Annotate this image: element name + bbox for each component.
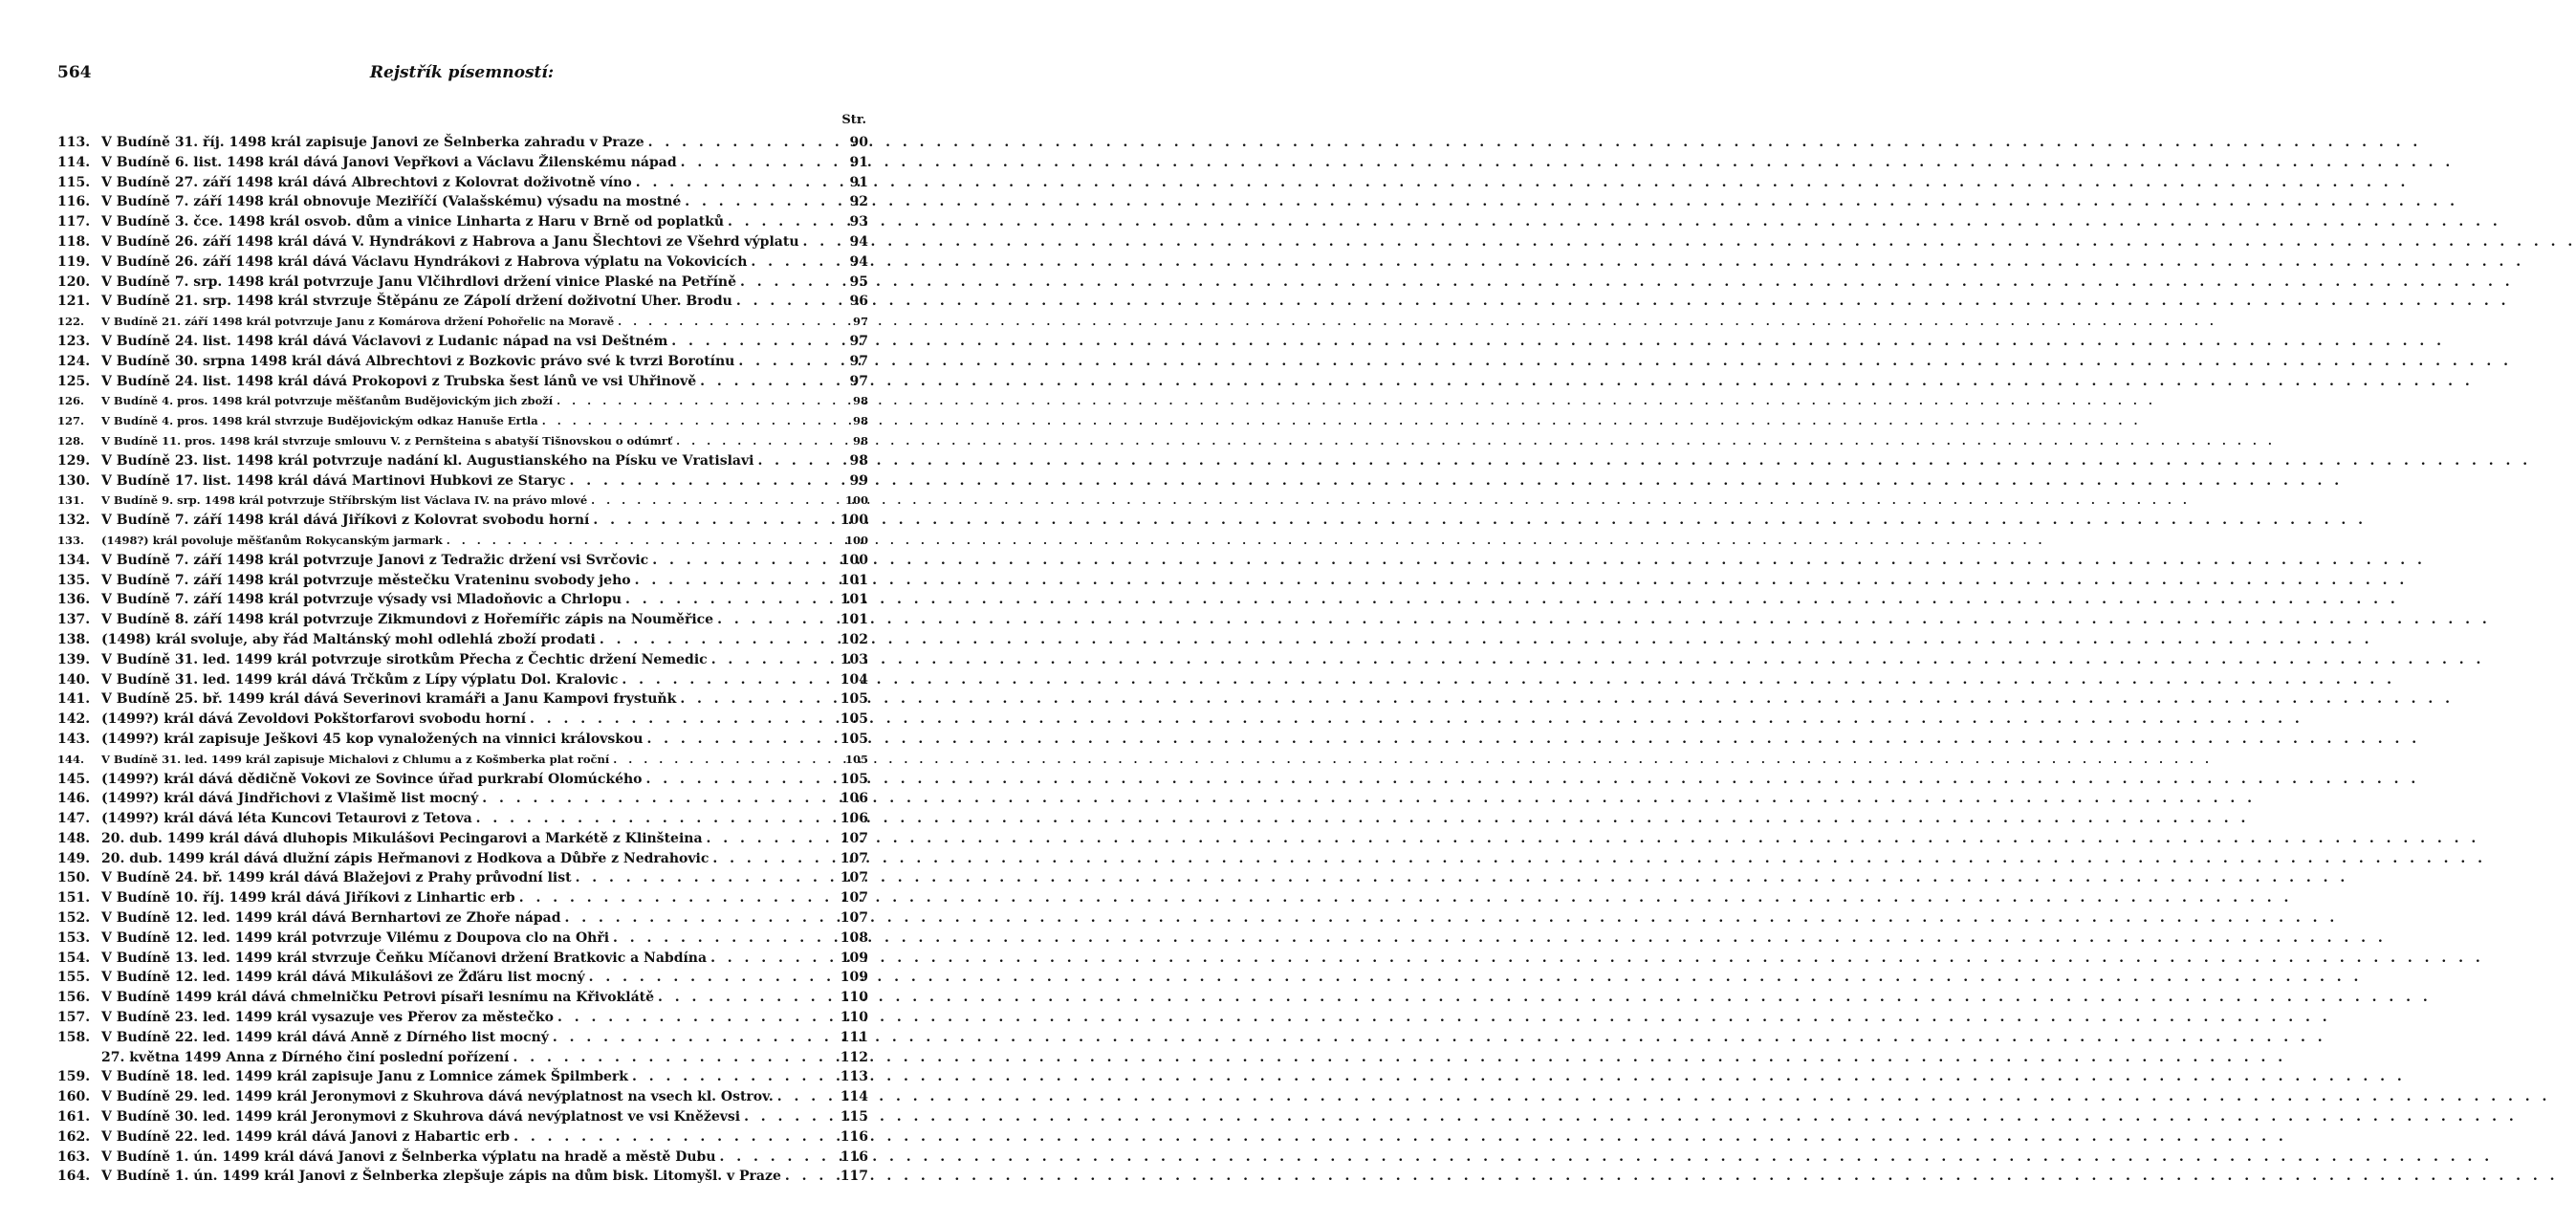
entry-page: 109 — [840, 970, 868, 986]
entry-text: V Budíně 12. led. 1499 král dává Bernhartovi ze Zhoře nápad — [101, 910, 561, 927]
entry-number: 148. — [57, 830, 91, 846]
entry-text: V Budíně 30. srpna 1498 král dává Albrechtovi z Bozkovic právo své k tvrzi Borotínu — [101, 353, 735, 369]
entry-text: V Budíně 24. list. 1498 král dává Prokopovi z Trubska šest lánů ve vsi Uhřinově — [101, 373, 697, 389]
entry-number: 161. — [57, 1109, 91, 1126]
entry-text: V Budíně 12. led. 1499 král potvrzuje Vilému z Doupova clo na Ohři — [101, 929, 610, 946]
dot-leader — [677, 153, 840, 173]
entry-text: V Budíně 7. září 1498 král potvrzuje Janovi z Tedražic držení vsi Svrčovic — [101, 552, 649, 568]
register-entry — [57, 232, 868, 252]
entry-number: 122. — [57, 315, 85, 329]
entry-number: 162. — [57, 1128, 91, 1145]
entry-number: 126. — [57, 394, 85, 408]
entry-text: V Budíně 9. srp. 1498 král potvrzuje Stříbrským list Václava IV. na právo mlové — [101, 493, 588, 508]
entry-text: V Budíně 29. led. 1499 král Jeronymovi z Skuhrova dává nevýplatnost na vsech kl. Ostrov. — [101, 1089, 774, 1105]
dot-leader — [667, 332, 840, 352]
entry-number: 164. — [57, 1169, 91, 1185]
entry-text: V Budíně 10. říj. 1499 král dává Jiříkovi z Linhartic erb — [101, 890, 515, 907]
entry-page: 98 — [852, 414, 868, 428]
dot-leader — [753, 451, 840, 471]
entry-page: 112 — [840, 1049, 868, 1065]
entry-number: 118. — [57, 233, 91, 250]
entry-number: 163. — [57, 1148, 91, 1165]
register-entry — [57, 868, 868, 888]
register-entry — [57, 1107, 868, 1127]
entry-number: 156. — [57, 990, 91, 1006]
dot-leader — [696, 372, 840, 392]
entry-number: 154. — [57, 950, 91, 966]
register-entry — [57, 689, 868, 710]
register-entry — [57, 829, 868, 849]
dot-leader — [596, 630, 837, 650]
entry-page: 109 — [840, 950, 868, 966]
register-entry — [57, 252, 868, 273]
dot-leader — [631, 571, 837, 591]
entry-page: 100 — [840, 552, 868, 568]
entry-page: 101 — [840, 572, 868, 588]
dot-leader — [708, 650, 837, 670]
entry-page: 110 — [840, 990, 868, 1006]
dot-leader — [632, 173, 840, 193]
dot-leader — [609, 929, 837, 949]
entry-page: 96 — [849, 294, 868, 310]
dot-leader — [510, 1048, 837, 1068]
dot-leader — [672, 431, 840, 451]
entry-page: 102 — [840, 631, 868, 647]
entry-page: 104 — [840, 671, 868, 688]
dot-leader — [587, 491, 840, 511]
entry-number: 125. — [57, 373, 91, 389]
register-entry — [57, 212, 868, 232]
entry-number: 127. — [57, 414, 85, 428]
entry-number: 155. — [57, 970, 91, 986]
register-entry — [57, 1028, 868, 1048]
entry-page: 99 — [849, 472, 868, 489]
dot-leader — [643, 730, 836, 750]
dot-leader — [622, 590, 837, 610]
entry-page: 97 — [849, 373, 868, 389]
register-entry — [57, 312, 868, 332]
register-entry — [57, 988, 868, 1008]
entry-page: 106 — [840, 791, 868, 807]
entry-page: 98 — [852, 394, 868, 408]
entry-number: 157. — [57, 1010, 91, 1026]
entry-number: 135. — [57, 572, 91, 588]
register-entry — [57, 929, 868, 949]
entry-number: 147. — [57, 811, 91, 827]
entry-text: (1499?) král dává Jindřichovi z Vlašimě list mocný — [101, 791, 479, 807]
entry-number: 160. — [57, 1089, 91, 1105]
entry-number: 143. — [57, 731, 91, 747]
entry-page: 108 — [840, 929, 868, 946]
page-header — [57, 63, 866, 88]
entry-page: 91 — [849, 154, 868, 170]
entry-text: V Budíně 26. září 1498 král dává V. Hyndrákovi z Habrova a Janu Šlechtovi ze Všehrd výplatu — [101, 233, 799, 250]
register-entry — [57, 292, 868, 312]
register-entry — [57, 431, 868, 451]
entry-page: 107 — [840, 910, 868, 927]
dot-leader — [716, 1148, 837, 1168]
entry-number: 150. — [57, 870, 91, 886]
entry-number: 128. — [57, 433, 85, 448]
entry-number: 120. — [57, 273, 91, 290]
entry-number: 116. — [57, 194, 91, 210]
register-entry — [57, 650, 868, 670]
entry-page: 97 — [849, 333, 868, 349]
entry-page: 116 — [840, 1148, 868, 1165]
entry-page: 110 — [840, 1010, 868, 1026]
dot-leader — [553, 391, 840, 411]
entry-number: 158. — [57, 1029, 91, 1045]
register-entry — [57, 1148, 868, 1168]
dot-leader — [709, 849, 836, 869]
dot-leader — [747, 252, 840, 273]
entry-number: 140. — [57, 671, 91, 688]
entry-text: V Budíně 23. led. 1499 král vysazuje ves Přerov za městečko — [101, 1010, 554, 1026]
register-entry — [57, 411, 868, 431]
entry-number: 146. — [57, 791, 91, 807]
entry-page: 101 — [840, 592, 868, 608]
entry-text: V Budíně 23. list. 1498 král potvrzuje nadání kl. Augustianského na Písku ve Vratislavi — [101, 452, 754, 469]
register-entry — [57, 491, 868, 511]
register-entry — [57, 809, 868, 829]
entry-text: V Budíně 1. ún. 1499 král dává Janovi z Šelnberka výplatu na hradě a městě Dubu — [101, 1148, 716, 1165]
entry-number: 144. — [57, 752, 85, 766]
entry-text: V Budíně 27. září 1498 král dává Albrechtovi z Kolovrat doživotně víno — [101, 174, 632, 190]
entry-number: 114. — [57, 154, 91, 170]
entry-number: 149. — [57, 850, 91, 866]
register-entry — [57, 630, 868, 650]
register-entry — [57, 571, 868, 591]
register-entry — [57, 471, 868, 492]
entry-page: 90 — [849, 135, 868, 150]
entry-page: 101 — [840, 612, 868, 628]
register-entry — [57, 372, 868, 392]
register-entry — [57, 610, 868, 630]
entry-text: V Budíně 7. září 1498 král dává Jiříkovi z Kolovrat svobodu horní — [101, 513, 590, 529]
entry-number: 141. — [57, 691, 91, 708]
entry-text: (1499?) král dává dědičně Vokovi ze Sovince úřad purkrabí Olomúckého — [101, 771, 643, 787]
entry-text: (1499?) král zapisuje Ješkovi 45 kop vynaložených na vinnici královskou — [101, 731, 644, 747]
dot-leader — [443, 531, 840, 551]
entry-text: V Budíně 17. list. 1498 král dává Martinovi Hubkovi ze Staryc — [101, 472, 566, 489]
dot-leader — [648, 551, 837, 571]
dot-leader — [554, 1008, 837, 1028]
entry-page: 97 — [849, 353, 868, 369]
entry-page: 105 — [844, 752, 868, 766]
entry-number: 151. — [57, 890, 91, 907]
dot-leader — [614, 312, 840, 332]
register-entry — [57, 551, 868, 571]
entry-text: V Budíně 7. září 1498 král obnovuje Meziříčí (Valašskému) výsadu na mostné — [101, 194, 682, 210]
entry-number: 129. — [57, 452, 91, 469]
entry-page: 98 — [852, 433, 868, 448]
entry-page: 115 — [840, 1109, 868, 1126]
register-entry — [57, 332, 868, 352]
register-entry — [57, 968, 868, 988]
entry-number: 124. — [57, 353, 91, 369]
entry-page: 97 — [852, 315, 868, 329]
entry-text: 27. května 1499 Anna z Dírného činí poslední pořízení — [101, 1049, 510, 1065]
entry-number: 132. — [57, 513, 91, 529]
entry-page: 117 — [840, 1169, 868, 1185]
entry-number: 137. — [57, 612, 91, 628]
register-entry — [57, 770, 868, 790]
entry-text: 20. dub. 1499 král dává dluhopis Mikulášovi Pecingarovi a Markétě z Klinšteina — [101, 830, 703, 846]
register-entries — [57, 133, 868, 1187]
entry-page: 107 — [840, 870, 868, 886]
entry-text: V Budíně 1499 král dává chmelničku Petrovi písaři lesnímu na Křivoklátě — [101, 990, 655, 1006]
entry-page: 93 — [849, 214, 868, 230]
entry-page: 105 — [840, 731, 868, 747]
entry-page: 92 — [849, 194, 868, 210]
entry-text: 20. dub. 1499 král dává dlužní zápis Heřmanovi z Hodkova a Důbře z Nedrahovic — [101, 850, 709, 866]
dot-leader — [654, 988, 837, 1008]
entry-number: 139. — [57, 651, 91, 667]
register-entry — [57, 908, 868, 929]
entry-number: 133. — [57, 533, 85, 547]
entry-text: V Budíně 7. září 1498 král potvrzuje městečku Vrateninu svobody jeho — [101, 572, 631, 588]
entry-page: 105 — [840, 771, 868, 787]
dot-leader — [572, 868, 837, 888]
entry-text: V Budíně 25. bř. 1499 král dává Severinovi kramáři a Janu Kampovi frystuňk — [101, 691, 677, 708]
register-entry — [57, 1167, 868, 1187]
entry-page: 106 — [840, 811, 868, 827]
entry-number: 138. — [57, 631, 91, 647]
entry-page: 94 — [849, 253, 868, 270]
running-title: Rejstřík písemností: — [369, 63, 555, 82]
entry-page: 107 — [840, 890, 868, 907]
entry-page: 116 — [840, 1128, 868, 1145]
register-entry — [57, 670, 868, 690]
register-entry — [57, 730, 868, 750]
register-entry — [57, 451, 868, 471]
entry-number: 142. — [57, 711, 91, 728]
dot-leader — [676, 689, 836, 710]
entry-text: V Budíně 31. led. 1499 král dává Trčkům z Lípy výplatu Dol. Kralovic — [101, 671, 619, 688]
register-entry — [57, 1067, 868, 1087]
entry-text: V Budíně 8. září 1498 král potvrzuje Zikmundovi z Hořemířic zápis na Nouměřice — [101, 612, 714, 628]
dot-leader — [628, 1067, 837, 1087]
entry-text: (1498) král svoluje, aby řád Maltánský mohl odlehlá zboží prodati — [101, 631, 596, 647]
register-entry — [57, 949, 868, 969]
dot-leader — [515, 888, 837, 908]
entry-text: V Budíně 30. led. 1499 král Jeronymovi z Skuhrova dává nevýplatnost ve vsi Kněževsi — [101, 1109, 741, 1126]
register-entry — [57, 531, 868, 551]
dot-leader — [643, 770, 837, 790]
entry-text: V Budíně 7. srp. 1498 král potvrzuje Janu Vlčihrdlovi držení vinice Plaské na Petříně — [101, 273, 736, 290]
dot-leader — [799, 232, 840, 252]
dot-leader — [565, 471, 840, 492]
entry-number: 153. — [57, 929, 91, 946]
register-entry — [57, 888, 868, 908]
entry-number: 121. — [57, 294, 91, 310]
register-entry — [57, 391, 868, 411]
entry-text: (1498?) král povoluje měšťanům Rokycanským jarmark — [101, 533, 443, 547]
entry-page: 100 — [844, 533, 868, 547]
entry-text: V Budíně 4. pros. 1498 král stvrzuje Budějovickým odkaz Hanuše Ertla — [101, 414, 538, 428]
register-entry — [57, 1087, 868, 1107]
dot-leader — [724, 212, 840, 232]
register-entry — [57, 192, 868, 212]
entry-number: 152. — [57, 910, 91, 927]
register-entry — [57, 273, 868, 293]
entry-text: V Budíně 1. ún. 1499 král Janovi z Šelnberka zlepšuje zápis na dům bisk. Litomyšl. v Praze — [101, 1169, 781, 1185]
dot-leader — [526, 710, 837, 730]
dot-leader — [644, 133, 840, 153]
dot-leader — [734, 352, 840, 372]
entry-page: 113 — [840, 1069, 868, 1085]
register-entry — [57, 352, 868, 372]
entry-text: V Budíně 31. říj. 1498 král zapisuje Janovi ze Šelnberka zahradu v Praze — [101, 135, 644, 150]
entry-page: 107 — [840, 830, 868, 846]
entry-text: V Budíně 6. list. 1498 král dává Janovi Vepřkovi a Václavu Žilenskému nápad — [101, 154, 677, 170]
entry-text: V Budíně 4. pros. 1498 král potvrzuje měšťanům Budějovickým jich zboží — [101, 394, 554, 408]
entry-number: 119. — [57, 253, 91, 270]
dot-leader — [589, 511, 836, 531]
dot-leader — [478, 789, 837, 809]
entry-number: 134. — [57, 552, 91, 568]
entry-page: 98 — [849, 452, 868, 469]
entry-text: V Budíně 26. září 1498 král dává Václavu Hyndrákovi z Habrova výplatu na Vokovicích — [101, 253, 748, 270]
dot-leader — [736, 273, 840, 293]
dot-leader — [549, 1028, 837, 1048]
entry-text: V Budíně 21. srp. 1498 král stvrzuje Štěpánu ze Zápolí držení doživotní Uher. Brodu — [101, 294, 732, 310]
dot-leader — [681, 192, 840, 212]
entry-text: V Budíně 22. led. 1499 král dává Janovi z Habartic erb — [101, 1128, 511, 1145]
entry-number: 117. — [57, 214, 91, 230]
entry-text: V Budíně 13. led. 1499 král stvrzuje Čeňku Míčanovi držení Bratkovic a Nabdína — [101, 950, 708, 966]
page-number: 564 — [57, 63, 92, 82]
entry-text: V Budíně 3. čce. 1498 král osvob. dům a vinice Linharta z Haru v Brně od poplatků — [101, 214, 725, 230]
register-entry — [57, 1127, 868, 1148]
register-entry — [57, 173, 868, 193]
entry-number: 113. — [57, 135, 91, 150]
entry-text: (1499?) král dává léta Kuncovi Tetaurovi z Tetova — [101, 811, 472, 827]
entry-page: 94 — [849, 233, 868, 250]
dot-leader — [609, 750, 840, 770]
register-entry — [57, 750, 868, 770]
entry-number: 131. — [57, 493, 85, 508]
register-entry — [57, 153, 868, 173]
entry-page: 91 — [849, 174, 868, 190]
entry-page: 105 — [840, 691, 868, 708]
dot-leader — [774, 1087, 837, 1107]
register-entry — [57, 133, 868, 153]
dot-leader — [703, 829, 837, 849]
entry-page: 105 — [840, 711, 868, 728]
dot-leader — [740, 1107, 837, 1127]
dot-leader — [707, 949, 837, 969]
register-entry — [57, 710, 868, 730]
dot-leader — [781, 1167, 837, 1187]
register-entry — [57, 849, 868, 869]
entry-number: 115. — [57, 174, 91, 190]
entry-text: V Budíně 11. pros. 1498 král stvrzuje smlouvu V. z Pernšteina s abatyší Tišnovskou o odúmrť — [101, 433, 673, 448]
dot-leader — [585, 968, 837, 988]
dot-leader — [561, 908, 837, 929]
register-entry — [57, 511, 868, 531]
dot-leader — [472, 809, 837, 829]
page-column-label: Str. — [841, 113, 866, 127]
entry-number: 130. — [57, 472, 91, 489]
entry-text: V Budíně 7. září 1498 král potvrzuje výsady vsi Mladoňovic a Chrlopu — [101, 592, 622, 608]
entry-number: 159. — [57, 1069, 91, 1085]
entry-text: V Budíně 18. led. 1499 král zapisuje Janu z Lomnice zámek Špilmberk — [101, 1069, 629, 1085]
dot-leader — [732, 292, 840, 312]
entry-text: V Budíně 31. led. 1499 král potvrzuje sirotkům Přecha z Čechtic držení Nemedic — [101, 651, 708, 667]
register-entry — [57, 789, 868, 809]
entry-page: 100 — [840, 513, 868, 529]
dot-leader — [510, 1127, 837, 1148]
entry-page: 95 — [849, 273, 868, 290]
entry-text: V Budíně 24. bř. 1499 král dává Blažejovi z Prahy průvodní list — [101, 870, 572, 886]
entry-page: 107 — [840, 850, 868, 866]
dot-leader — [538, 411, 840, 431]
entry-page: 100 — [844, 493, 868, 508]
entry-number: 136. — [57, 592, 91, 608]
entry-text: V Budíně 24. list. 1498 král dává Václavovi z Ludanic nápad na vsi Deštném — [101, 333, 668, 349]
register-entry — [57, 590, 868, 610]
entry-text: V Budíně 22. led. 1499 král dává Anně z Dírného list mocný — [101, 1029, 549, 1045]
entry-page: 111 — [840, 1029, 868, 1045]
entry-page: 103 — [840, 651, 868, 667]
entry-text: (1499?) král dává Zevoldovi Pokštorfarovi svobodu horní — [101, 711, 527, 728]
entry-text: V Budíně 21. září 1498 král potvrzuje Janu z Komárova držení Pohořelic na Moravě — [101, 315, 615, 329]
entry-number: 145. — [57, 771, 91, 787]
register-entry — [57, 1008, 868, 1028]
entry-text: V Budíně 12. led. 1499 král dává Mikulášovi ze Žďáru list mocný — [101, 970, 585, 986]
dot-leader — [618, 670, 836, 690]
entry-number: 123. — [57, 333, 91, 349]
entry-text: V Budíně 31. led. 1499 král zapisuje Michalovi z Chlumu a z Košmberka plat roční — [101, 752, 610, 766]
entry-page: 114 — [840, 1089, 868, 1105]
register-entry — [57, 1048, 868, 1068]
dot-leader — [713, 610, 837, 630]
